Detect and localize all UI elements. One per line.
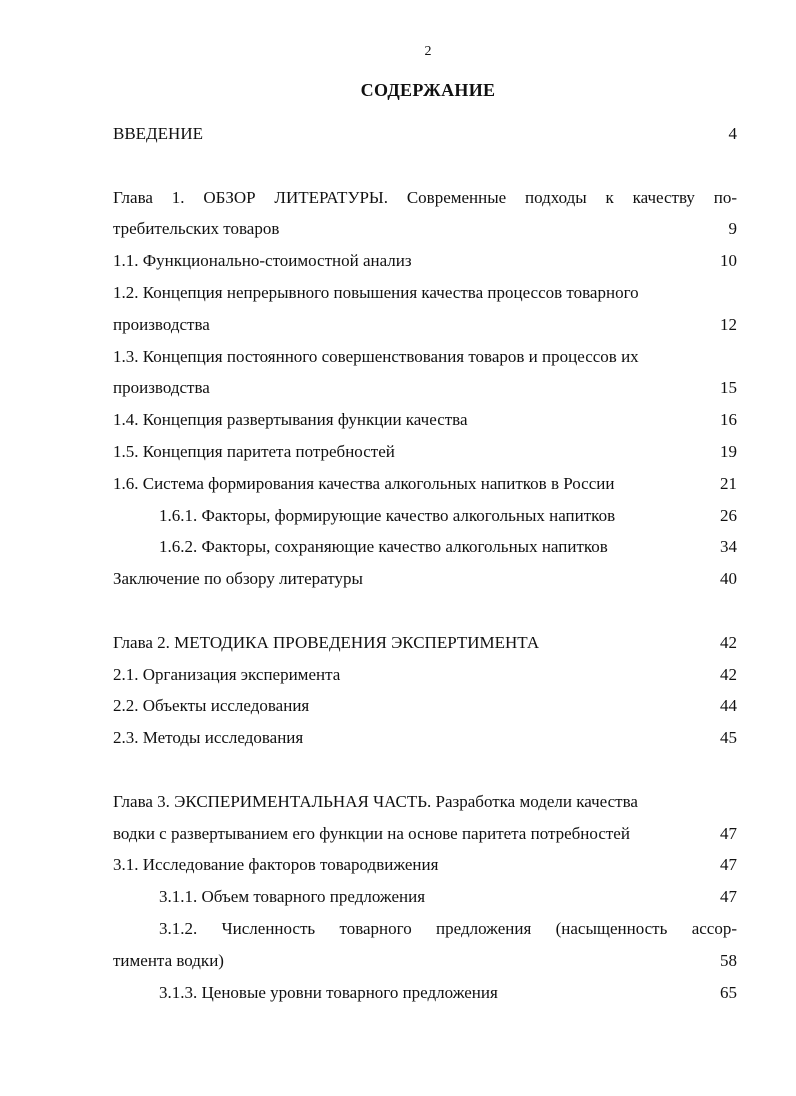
toc-entry-title: ВВЕДЕНИЕ — [113, 124, 203, 143]
toc-entry-title-cont: тимента водки) — [113, 950, 224, 970]
toc-entry-title: 2.2. Объекты исследования — [113, 696, 310, 716]
toc-entry-title: 1.1. Функционально-стоимостной анализ — [113, 251, 412, 271]
toc-entry-page: 26 — [720, 505, 737, 525]
page-title: СОДЕРЖАНИЕ — [360, 80, 496, 100]
toc-entry — [113, 849, 737, 881]
toc-entry-page: 12 — [720, 314, 737, 334]
toc-entry-title: Глава 2. МЕТОДИКА ПРОВЕДЕНИЯ ЭКСПЕРТИМЕНТА — [113, 632, 540, 652]
toc-entry — [113, 977, 737, 1009]
toc-entry-title: 1.2. Концепция непрерывного повышения качества процессов товарного — [113, 282, 639, 302]
toc-entry-title: 1.3. Концепция постоянного совершенствования товаров и процессов их — [113, 346, 639, 366]
table-of-contents — [113, 118, 737, 1008]
toc-entry-title: 1.5. Концепция паритета потребностей — [113, 441, 395, 461]
toc-entry — [113, 913, 737, 945]
toc-entry-title: 1.6.2. Факторы, сохраняющие качество алкогольных напитков — [159, 537, 608, 557]
toc-entry-continuation — [113, 945, 737, 977]
toc-entry-page: 65 — [720, 982, 737, 1002]
toc-entry-page: 15 — [720, 378, 737, 398]
toc-entry-title: 3.1. Исследование факторов товародвижения — [113, 855, 439, 875]
toc-entry-title: 1.6.1. Факторы, формирующие качество алкогольных напитков — [159, 505, 616, 525]
toc-entry-page: 42 — [720, 664, 737, 684]
toc-entry-page: 40 — [720, 569, 737, 589]
toc-entry-page: 47 — [720, 887, 737, 907]
toc-entry — [113, 500, 737, 532]
toc-entry-page: 34 — [720, 537, 737, 557]
page-number: 2 — [424, 44, 432, 59]
toc-entry-title-cont: водки с развертыванием его функции на основе паритета потребностей — [113, 823, 630, 843]
toc-entry-page: 47 — [720, 855, 737, 875]
toc-entry — [113, 722, 737, 754]
toc-entry — [113, 182, 737, 214]
toc-entry — [113, 563, 737, 595]
toc-entry-title-cont: требительских товаров — [113, 219, 280, 239]
toc-entry — [113, 277, 737, 309]
toc-entry-title: 2.3. Методы исследования — [113, 728, 304, 748]
toc-entry-title: Заключение по обзору литературы — [113, 569, 363, 589]
toc-entry-title-cont: производства — [113, 314, 210, 334]
toc-entry-title: Глава 3. ЭКСПЕРИМЕНТАЛЬНАЯ ЧАСТЬ. Разработка модели качества — [113, 791, 638, 811]
toc-entry-page: 10 — [720, 251, 737, 271]
toc-entry-page: 9 — [728, 219, 737, 239]
toc-entry — [113, 659, 737, 691]
toc-entry-page: 45 — [720, 728, 737, 748]
toc-entry — [113, 786, 737, 818]
toc-entry-title-cont: производства — [113, 378, 210, 398]
toc-entry-title: 1.4. Концепция развертывания функции качества — [113, 410, 468, 430]
toc-entry — [113, 245, 737, 277]
toc-entry-continuation — [113, 213, 737, 245]
toc-entry — [113, 118, 737, 150]
toc-entry-page: 21 — [720, 473, 737, 493]
toc-entry-page: 16 — [720, 410, 737, 430]
toc-entry-continuation — [113, 309, 737, 341]
toc-entry-title: 3.1.3. Ценовые уровни товарного предложения — [159, 982, 498, 1002]
toc-entry-page: 42 — [720, 632, 737, 652]
toc-entry-title: 2.1. Организация эксперимента — [113, 664, 341, 684]
toc-entry-page: 47 — [720, 823, 737, 843]
toc-entry-title: 3.1.1. Объем товарного предложения — [159, 887, 426, 907]
toc-entry-continuation — [113, 818, 737, 850]
toc-entry-continuation — [113, 372, 737, 404]
toc-entry-page: 4 — [728, 124, 737, 143]
toc-entry-title: 3.1.2. Численность товарного предложения (насыщенность ассор- — [159, 918, 737, 938]
toc-entry — [113, 690, 737, 722]
toc-entry — [113, 341, 737, 373]
toc-entry-title: Глава 1. ОБЗОР ЛИТЕРАТУРЫ. Современные подходы к качеству по- — [113, 187, 737, 207]
toc-entry-title: 1.6. Система формирования качества алкогольных напитков в России — [113, 473, 615, 493]
toc-entry — [113, 404, 737, 436]
toc-entry-page: 19 — [720, 441, 737, 461]
toc-entry — [113, 436, 737, 468]
toc-entry — [113, 468, 737, 500]
toc-entry — [113, 881, 737, 913]
toc-entry — [113, 531, 737, 563]
toc-entry-page: 44 — [720, 696, 737, 716]
toc-entry — [113, 627, 737, 659]
toc-entry-page: 58 — [720, 950, 737, 970]
